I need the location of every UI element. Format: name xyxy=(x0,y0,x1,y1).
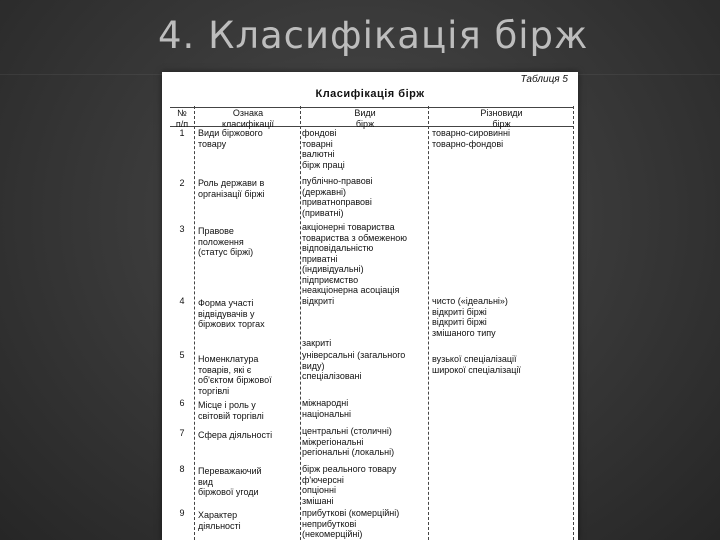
column-header-criterion: Ознака класифікації xyxy=(221,108,275,129)
row-criterion: Види біржового товару xyxy=(198,128,263,149)
row-criterion: Роль держави в організації біржі xyxy=(198,178,265,199)
row-types: бірж реального товару ф'ючерсні опціонні змішані xyxy=(302,464,397,506)
row-types: універсальні (загального виду) спеціалізовані xyxy=(302,350,406,381)
row-subtypes: чисто («ідеальні») відкриті біржі відкриті біржі змішаного типу xyxy=(432,296,508,338)
row-subtypes: товарно-сировинні товарно-фондові xyxy=(432,128,510,149)
row-types: міжнародні національні xyxy=(302,398,352,419)
row-types: фондові товарні валютні бірж праці xyxy=(302,128,345,170)
column-header-subtypes: Різновиди бірж xyxy=(480,108,523,129)
row-types: прибуткові (комерційні) неприбуткові (некомерційні) xyxy=(302,508,400,539)
row-criterion: Сфера діяльності xyxy=(198,430,273,440)
column-divider xyxy=(300,106,301,540)
row-types: публічно-правові (державні) приватноправові (приватні) xyxy=(302,176,373,218)
row-number: 9 xyxy=(179,508,185,518)
column-header-number: № п/п xyxy=(175,108,189,129)
row-types: відкриті закриті xyxy=(302,296,335,348)
row-criterion: Переважаючий вид біржової угоди xyxy=(198,466,262,497)
row-number: 7 xyxy=(179,428,185,438)
row-number: 1 xyxy=(179,128,185,138)
classification-table xyxy=(170,106,574,540)
row-number: 5 xyxy=(179,350,185,360)
column-divider xyxy=(194,106,195,540)
row-criterion: Характер діяльності xyxy=(198,510,241,531)
row-number: 3 xyxy=(179,224,185,234)
row-criterion: Номенклатура товарів, які є об'єктом біржової торгівлі xyxy=(198,354,272,396)
row-types: акціонерні товариства товариства з обмеженою відповідальністю приватні (індивідуальні) підприємство неакціонерна асоціація xyxy=(302,222,407,295)
row-criterion: Місце і роль у світовій торгівлі xyxy=(198,400,264,421)
row-number: 4 xyxy=(179,296,185,306)
scanned-document xyxy=(162,72,578,540)
column-divider xyxy=(573,106,574,540)
row-number: 6 xyxy=(179,398,185,408)
row-number: 2 xyxy=(179,178,185,188)
row-criterion: Форма участі відвідувачів у біржових торгах xyxy=(198,298,265,329)
slide-title: 4. Класифікація бірж xyxy=(158,14,589,57)
column-header-types: Види бірж xyxy=(354,108,376,129)
row-types: центральні (столичні) міжрегіональні регіональні (локальні) xyxy=(302,426,395,457)
column-divider xyxy=(428,106,429,540)
row-criterion: Правове положення (статус біржі) xyxy=(198,226,254,257)
row-number: 8 xyxy=(179,464,185,474)
table-number-label: Таблиця 5 xyxy=(520,74,568,85)
row-subtypes: вузької спеціалізації широкої спеціалізації xyxy=(432,354,521,375)
document-heading: Класифікація бірж xyxy=(315,88,425,100)
